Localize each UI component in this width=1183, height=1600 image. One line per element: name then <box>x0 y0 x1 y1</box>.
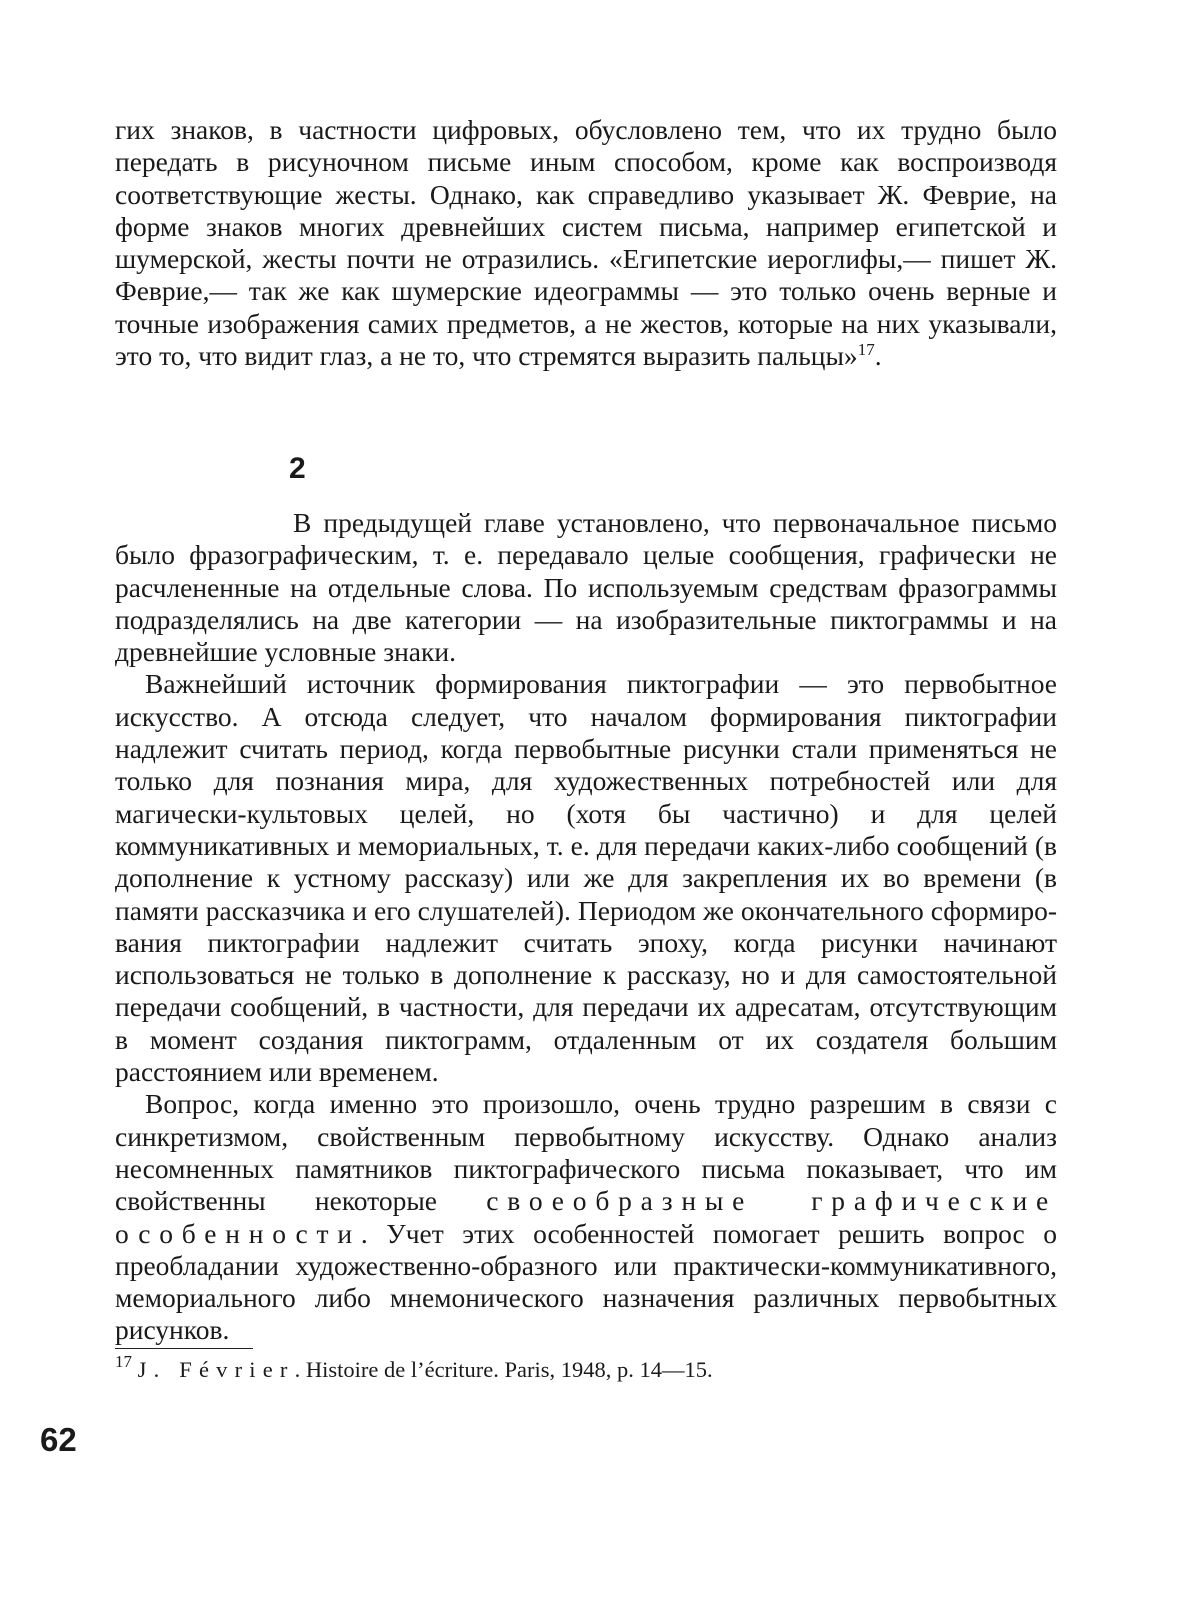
section-paragraph-2: Важнейший источник формирования пиктографии — это первобытное искусство. А отсюда следует, что началом формирования пиктографии надлежит считать период, когда первобытные рисунки стали применяться не только для познания мира, для художественных потребностей или для магически-культовых целей, но (хотя бы частично) и для целей коммуникативных и мемориальных, т. е. для передачи каких-либо сообщений (в дополнение к устному рассказу) или же для закрепления их во времени (в памяти рассказчика и его слушателей). Периодом же окончательного сформирования пиктографии надлежит считать эпоху, когда рисунки начинают использоваться не только в дополнение к рассказу, но и для самостоятельной передачи сообщений, в частности, для передачи их адресатам, отсутствующим в момент создания пиктограмм, отдаленным от их создателя большим расстоянием или временем. <box>115 668 1057 1088</box>
intro-paragraph <box>115 114 1057 372</box>
footnote-text: . Histoire de l’écriture. Paris, 1948, p. 14—15. <box>294 1357 713 1382</box>
section-body <box>115 507 1057 1347</box>
footnote-author: J. Février <box>137 1357 295 1382</box>
section-paragraph-3-start: Вопрос, когда именно это произошло, очень трудно разрешим в связи с синкретизмом, свойственным первобытному искусству. Однако анализ несомненных памятников пиктографического письма показывает, что им свойственны некоторые <box>115 1088 1057 1217</box>
emphasized-phrase: своеобразные графические особенности <box>115 1185 1058 1249</box>
section-paragraph-3-end: . Учет этих особенностей помогает решить вопрос о преобладании художественно-образного или практически-коммуникативного, мемориального либо мнемонического назначения различных первобытных рисунков. <box>115 1217 1057 1346</box>
intro-block <box>115 114 1057 372</box>
intro-paragraph-end: . <box>874 340 882 372</box>
footnote-number: 17 <box>115 1352 132 1371</box>
footnote <box>115 1352 1057 1384</box>
section-number: 2 <box>289 452 306 485</box>
footnote-divider <box>115 1348 253 1349</box>
section-paragraph-1: В предыдущей главе установлено, что первоначальное письмо было фразографическим, т. е. передавало целые сообщения, графически не расчлененные на отдельные слова. По используемым средствам фразограммы подразделялись на две категории — на изобразительные пиктограммы и на древнейшие условные знаки. <box>115 507 1057 668</box>
page-number: 62 <box>40 1421 77 1458</box>
intro-paragraph-text: гих знаков, в частности цифровых, обусловлено тем, что их трудно было передать в рисуночном письме иным способом, кроме как воспроизводя соответствующие жесты. Однако, как справедливо указывает Ж. Феврие, на форме знаков многих древнейших систем письма, например египетской и шумерской, жесты почти не отразились. «Египетские иероглифы,— пишет Ж. Феврие,— так же как шумерские идеограммы — это только очень верные и точные изображения самих предметов, а не жестов, которые на них указывали, это то, что видит глаз, а не то, что стремятся выразить пальцы» <box>115 114 1057 372</box>
section-paragraph-3 <box>115 1088 1057 1346</box>
footnote-reference: 17 <box>857 340 875 360</box>
